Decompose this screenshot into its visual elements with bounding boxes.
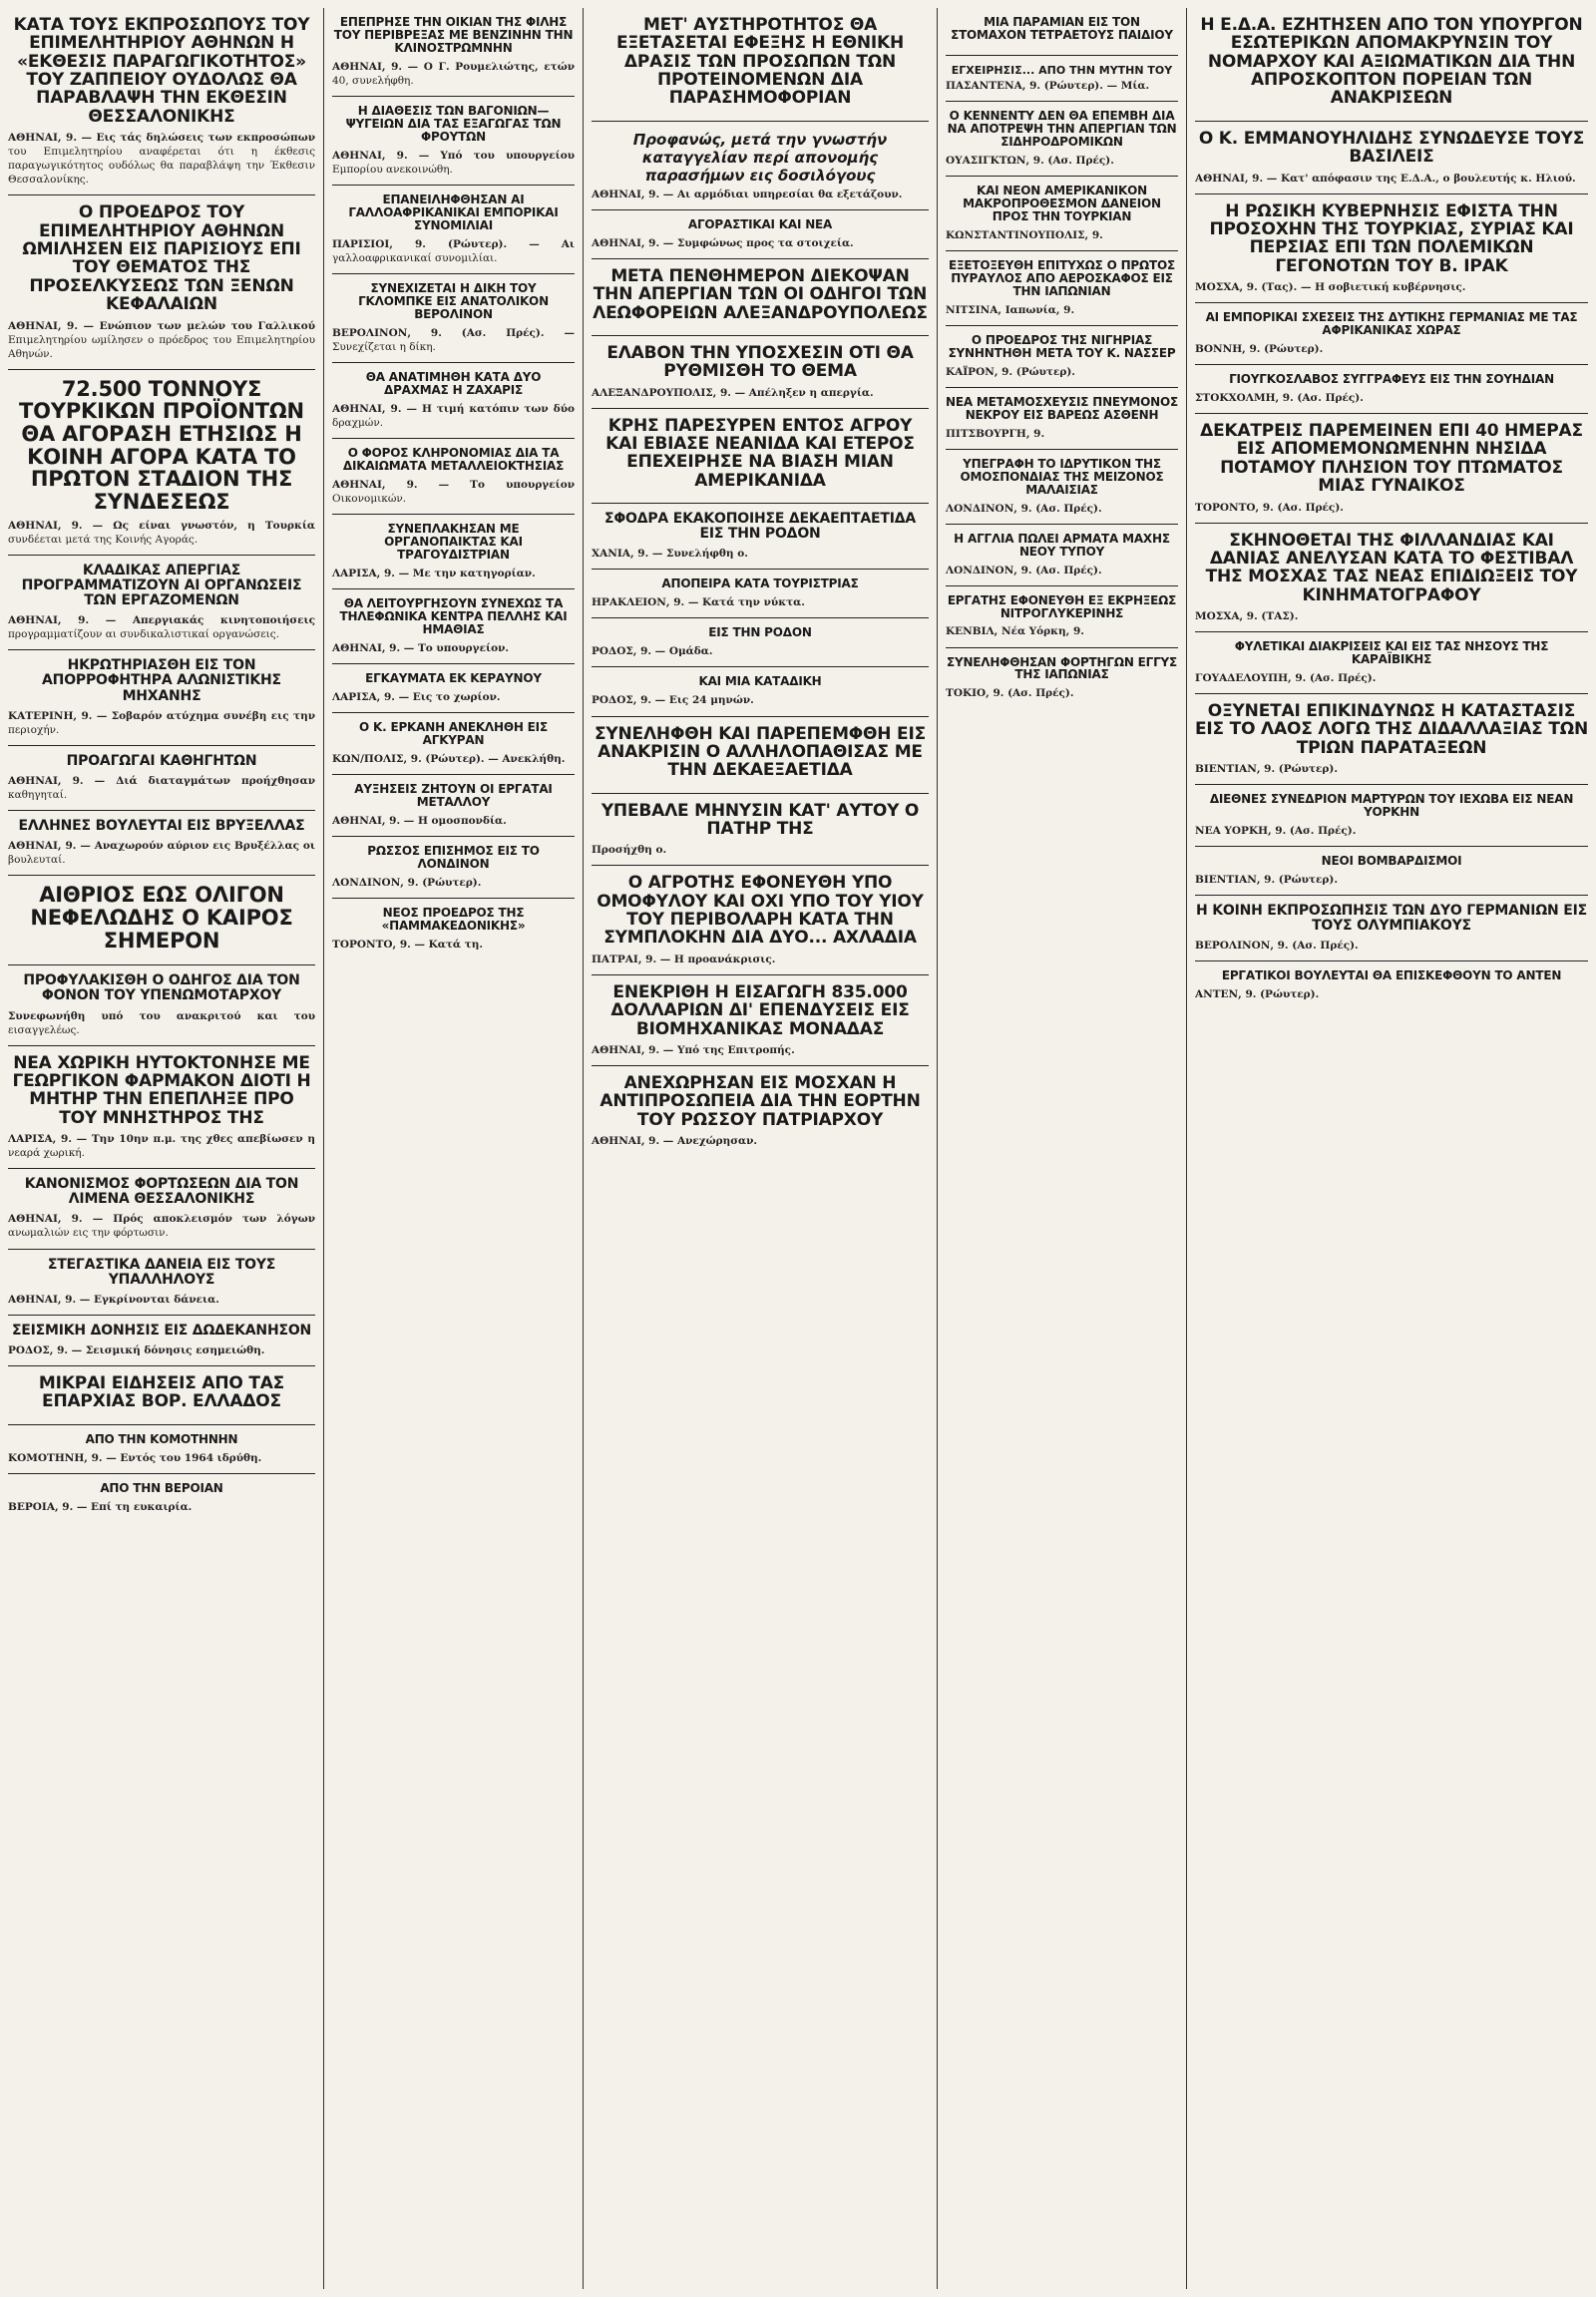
article	[592, 618, 929, 667]
article-body: ΑΘΗΝΑΙ, 9. — Η ομοσπονδία.	[332, 814, 507, 827]
article-body: Προσήχθη ο.	[592, 844, 667, 857]
article-headline: Η Ε.Δ.Α. ΕΖΗΤΗΣΕΝ ΑΠΟ ΤΟΝ ΥΠΟΥΡΓΟΝ ΕΣΩΤΕΡΙΚΩΝ ΑΠΟΜΑΚΡΥΝΣΙΝ ΤΟΥ ΝΟΜΑΡΧΟΥ ΚΑΙ ΑΞΙΩΜΑΤΙΚΩΝ ΔΙΑ ΤΗΝ ΑΠΡΟΣΚΟΠΤΟΝ ΠΟΡΕΙΑΝ ΤΩΝ ΑΝΑΚΡΙΣΕΩΝ	[1200, 15, 1583, 109]
article-body: ΑΘΗΝΑΙ, 9. — Αναχωρούν αύριον εις Βρυξέλλας οι βουλευταί.	[8, 840, 315, 867]
article-body: ΠΑΡΙΣΙΟΙ, 9. (Ρώυτερ). — Αι γαλλοαφρικανικαί συνομιλίαι.	[332, 237, 575, 264]
article-headline: ΝΕΟΣ ΠΡΟΕΔΡΟΣ ΤΗΣ «ΠΑΜΜΑΚΕΔΟΝΙΚΗΣ»	[381, 905, 526, 933]
article-body: ΡΟΔΟΣ, 9. — Σεισμική δόνησις εσημειώθη.	[8, 1343, 265, 1356]
article	[332, 664, 575, 713]
article-body: ΑΘΗΝΑΙ, 9. — Εγκρίνονται δάνεια.	[8, 1293, 219, 1306]
article-body: ΠΙΤΣΒΟΥΡΓΗ, 9.	[946, 427, 1045, 440]
article	[946, 8, 1178, 56]
article-headline: ΘΑ ΛΕΙΤΟΥΡΓΗΣΟΥΝ ΣΥΝΕΧΩΣ ΤΑ ΤΗΛΕΦΩΝΙΚΑ ΚΕΝΤΡΑ ΠΕΛΛΗΣ ΚΑΙ ΗΜΑΘΙΑΣ	[339, 595, 568, 636]
article-headline: Ο Κ. ΕΡΚΑΝΗ ΑΝΕΚΛΗΘΗ ΕΙΣ ΑΓΚΥΡΑΝ	[359, 719, 548, 747]
article	[1195, 8, 1588, 122]
article-body: ΑΘΗΝΑΙ, 9. — Απεργιακάς κινητοποιήσεις προγραμματίζουν αι συνδικαλιστικαί οργανώσεις.	[8, 614, 315, 641]
article	[1195, 961, 1588, 1009]
article-body: ΟΥΑΣΙΓΚΤΩΝ, 9. (Ασ. Πρές).	[946, 154, 1114, 167]
column-2	[324, 8, 584, 2289]
article-headline: ΑΠΟΠΕΙΡΑ ΚΑΤΑ ΤΟΥΡΙΣΤΡΙΑΣ	[661, 576, 859, 591]
article-body: ΚΟΜΟΤΗΝΗ, 9. — Εντός του 1964 ιδρύθη.	[8, 1451, 262, 1464]
article-headline: ΣΤΕΓΑΣΤΙΚΑ ΔΑΝΕΙΑ ΕΙΣ ΤΟΥΣ ΥΠΑΛΛΗΛΟΥΣ	[47, 1256, 276, 1288]
article	[8, 556, 315, 650]
article-body: ΒΙΕΝΤΙΑΝ, 9. (Ρώυτερ).	[1195, 763, 1338, 776]
article	[332, 363, 575, 439]
article-headline: ΕΠΕΠΡΗΣΕ ΤΗΝ ΟΙΚΙΑΝ ΤΗΣ ΦΙΛΗΣ ΤΟΥ ΠΕΡΙΒΡΕΞΑΣ ΜΕ ΒΕΝΖΙΝΗΝ ΤΗΝ ΚΛΙΝΟΣΤΡΩΜΝΗΝ	[333, 15, 574, 55]
article	[8, 1366, 315, 1425]
article-headline: ΑΝΕΧΩΡΗΣΑΝ ΕΙΣ ΜΟΣΧΑΝ Η ΑΝΤΙΠΡΟΣΩΠΕΙΑ ΔΙΑ ΤΗΝ ΕΟΡΤΗΝ ΤΟΥ ΡΩΣΣΟΥ ΠΑΤΡΙΑΡΧΟΥ	[599, 1073, 921, 1130]
article	[8, 1316, 315, 1366]
article	[332, 589, 575, 664]
article-body: ΛΟΝΔΙΝΟΝ, 9. (Ασ. Πρές).	[946, 564, 1102, 576]
article-headline: ΗΚΡΩΤΗΡΙΑΣΘΗ ΕΙΣ ΤΟΝ ΑΠΟΡΡΟΦΗΤΗΡΑ ΑΛΩΝΙΣΤΙΚΗΣ ΜΗΧΑΝΗΣ	[42, 657, 281, 704]
article-headline: ΓΙΟΥΓΚΟΣΛΑΒΟΣ ΣΥΓΓΡΑΦΕΥΣ ΕΙΣ ΤΗΝ ΣΟΥΗΔΙΑΝ	[1229, 372, 1554, 387]
article-body: ΛΑΡΙΣΑ, 9. — Την 10ην π.μ. της χθες απεβίωσεν η νεαρά χωρική.	[8, 1133, 315, 1160]
article-body: ΠΑΤΡΑΙ, 9. — Η προανάκρισις.	[592, 953, 776, 965]
article-headline: ΑΠΟ ΤΗΝ ΒΕΡΟΙΑΝ	[100, 1480, 223, 1495]
article	[1195, 847, 1588, 896]
article	[1195, 632, 1588, 694]
article-body: ΑΘΗΝΑΙ, 9. — Ανεχώρησαν.	[592, 1135, 758, 1148]
article	[332, 8, 575, 97]
article	[332, 899, 575, 959]
article-body: ΜΟΣΧΑ, 9. (Τας). — Η σοβιετική κυβέρνησις.	[1195, 281, 1466, 294]
article-body: ΒΕΡΟΙΑ, 9. — Επί τη ευκαιρία.	[8, 1500, 193, 1513]
article-headline: Ο ΠΡΟΕΔΡΟΣ ΤΗΣ ΝΙΓΗΡΙΑΣ ΣΥΝΗΝΤΗΘΗ ΜΕΤΑ ΤΟΥ Κ. ΝΑΣΣΕΡ	[948, 332, 1176, 360]
article-body: ΡΟΔΟΣ, 9. — Ομάδα.	[592, 645, 713, 658]
article-headline: ΣΕΙΣΜΙΚΗ ΔΟΝΗΣΙΣ ΕΙΣ ΔΩΔΕΚΑΝΗΣΟΝ	[11, 1322, 312, 1339]
article-headline: ΘΑ ΑΝΑΤΙΜΗΘΗ ΚΑΤΑ ΔΥΟ ΔΡΑΧΜΑΣ Η ΖΑΧΑΡΙΣ	[365, 369, 542, 397]
article-headline: ΑΓΟΡΑΣΤΙΚΑΙ ΚΑΙ ΝΕΑ	[687, 216, 833, 231]
article	[592, 667, 929, 716]
article	[8, 1046, 315, 1170]
article-headline: ΚΛΑΔΙΚΑΣ ΑΠΕΡΓΙΑΣ ΠΡΟΓΡΑΜΜΑΤΙΖΟΥΝ ΑΙ ΟΡΓΑΝΩΣΕΙΣ ΤΩΝ ΕΡΓΑΖΟΜΕΝΩΝ	[21, 562, 302, 609]
article-headline: ΡΩΣΣΟΣ ΕΠΙΣΗΜΟΣ ΕΙΣ ΤΟ ΛΟΝΔΙΝΟΝ	[367, 843, 540, 871]
article-body: ΑΘΗΝΑΙ, 9. — Συμφώνως προς τα στοιχεία.	[592, 236, 854, 249]
article-headline: ΣΥΝΕΛΗΦΘΗ ΚΑΙ ΠΑΡΕΠΕΜΦΘΗ ΕΙΣ ΑΝΑΚΡΙΣΙΝ Ο ΑΛΛΗΛΟΠΑΘΙΣΑΣ ΜΕ ΤΗΝ ΔΕΚΑΕΞΑΕΤΙΔΑ	[595, 723, 926, 781]
article-headline: ΣΥΝΕΛΗΦΘΗΣΑΝ ΦΟΡΤΗΓΩΝ ΕΓΓΥΣ ΤΗΣ ΙΑΠΩΝΙΑΣ	[946, 654, 1178, 682]
article-body: ΚΑΤΕΡΙΝΗ, 9. — Σοβαρόν ατύχημα συνέβη εις την περιοχήν.	[8, 709, 315, 736]
article-headline: Η ΑΓΓΛΙΑ ΠΩΛΕΙ ΑΡΜΑΤΑ ΜΑΧΗΣ ΝΕΟΥ ΤΥΠΟΥ	[954, 531, 1170, 559]
article-body: ΚΩΝ/ΠΟΛΙΣ, 9. (Ρώυτερ). — Ανεκλήθη.	[332, 752, 566, 765]
column-1	[0, 8, 324, 2289]
article	[946, 586, 1178, 648]
article-body: ΛΑΡΙΣΑ, 9. — Με την κατηγορίαν.	[332, 567, 536, 579]
article-headline: ΔΕΚΑΤΡΕΙΣ ΠΑΡΕΜΕΙΝΕΝ ΕΠΙ 40 ΗΜΕΡΑΣ ΕΙΣ ΑΠΟΜΕΜΟΝΩΜΕΝΗΝ ΝΗΣΙΔΑ ΠΟΤΑΜΟΥ ΠΛΗΣΙΟΝ ΤΟΥ ΠΤΩΜΑΤΟΣ ΜΙΑΣ ΓΥΝΑΙΚΟΣ	[1200, 421, 1583, 497]
article-headline: ΣΦΟΔΡΑ ΕΚΑΚΟΠΟΙΗΣΕ ΔΕΚΑΕΠΤΑΕΤΙΔΑ ΕΙΣ ΤΗΝ ΡΟΔΟΝ	[603, 511, 917, 543]
article	[592, 409, 929, 504]
article	[946, 525, 1178, 586]
article-body: ΑΘΗΝΑΙ, 9. — Διά διαταγμάτων προήχθησαν καθηγηταί.	[8, 774, 315, 801]
article-headline: Ο ΦΟΡΟΣ ΚΛΗΡΟΝΟΜΙΑΣ ΔΙΑ ΤΑ ΔΙΚΑΙΩΜΑΤΑ ΜΕΤΑΛΛΕΙΟΚΤΗΣΙΑΣ	[342, 445, 565, 473]
article-headline: ΕΞΕΤΟΞΕΥΘΗ ΕΠΙΤΥΧΩΣ Ο ΠΡΩΤΟΣ ΠΥΡΑΥΛΟΣ ΑΠΟ ΑΕΡΟΣΚΑΦΟΣ ΕΙΣ ΤΗΝ ΙΑΠΩΝΙΑΝ	[948, 257, 1176, 298]
article	[332, 713, 575, 775]
article	[8, 1425, 315, 1474]
article-body: ΑΘΗΝΑΙ, 9. — Πρός αποκλεισμόν των λόγων ανωμαλιών εις την φόρτωσιν.	[8, 1213, 315, 1240]
article-headline: Ο ΑΓΡΟΤΗΣ ΕΦΟΝΕΥΘΗ ΥΠΟ ΟΜΟΦΥΛΟΥ ΚΑΙ ΟΧΙ ΥΠΟ ΤΟΥ ΥΙΟΥ ΤΟΥ ΠΕΡΙΒΟΛΑΡΗ ΚΑΤΑ ΤΗΝ ΣΥΜΠΛΟΚΗΝ ΔΙΑ ΔΥΟ... ΑΧΛΑΔΙΑ	[597, 873, 924, 949]
article	[332, 97, 575, 186]
article	[592, 717, 929, 794]
article	[1195, 303, 1588, 365]
article-body: ΗΡΑΚΛΕΙΟΝ, 9. — Κατά την νύκτα.	[592, 596, 805, 609]
article	[1195, 194, 1588, 304]
article-body: ΡΟΔΟΣ, 9. — Εις 24 μηνών.	[592, 694, 754, 707]
article	[946, 648, 1178, 709]
article-body: ΑΛΕΞΑΝΔΡΟΥΠΟΛΙΣ, 9. — Απέληξεν η απεργία.	[592, 386, 874, 399]
article-headline: ΥΠΕΒΑΛΕ ΜΗΝΥΣΙΝ ΚΑΤ' ΑΥΤΟΥ Ο ΠΑΤΗΡ ΤΗΣ	[600, 800, 920, 839]
article-body: ΚΕΝΒΙΛ, Νέα Υόρκη, 9.	[946, 625, 1084, 638]
article-headline: ΚΡΗΣ ΠΑΡΕΣΥΡΕΝ ΕΝΤΟΣ ΑΓΡΟΥ ΚΑΙ ΕΒΙΑΣΕ ΝΕΑΝΙΔΑ ΚΑΙ ΕΤΕΡΟΣ ΕΠΕΧΕΙΡΗΣΕ ΝΑ ΒΙΑΣΗ ΜΙΑΝ ΑΜΕΡΙΚΑΝΙΔΑ	[605, 415, 915, 491]
article-body: ΠΑΣΑΝΤΕΝΑ, 9. (Ρώυτερ). — Μία.	[946, 79, 1150, 92]
article-body: ΚΩΝΣΤΑΝΤΙΝΟΥΠΟΛΙΣ, 9.	[946, 228, 1103, 241]
article-headline: ΜΙΚΡΑΙ ΕΙΔΗΣΕΙΣ ΑΠΟ ΤΑΣ ΕΠΑΡΧΙΑΣ ΒΟΡ. ΕΛΛΑΔΟΣ	[38, 1373, 285, 1412]
article	[946, 102, 1178, 177]
article-body: ΧΑΝΙΑ, 9. — Συνελήφθη ο.	[592, 548, 748, 561]
article-headline: ΣΥΝΕΧΙΖΕΤΑΙ Η ΔΙΚΗ ΤΟΥ ΓΚΛΟΜΠΚΕ ΕΙΣ ΑΝΑΤΟΛΙΚΟΝ ΒΕΡΟΛΙΝΟΝ	[358, 280, 549, 321]
article-headline: ΕΡΓΑΤΗΣ ΕΦΟΝΕΥΘΗ ΕΞ ΕΚΡΗΞΕΩΣ ΝΙΤΡΟΓΛΥΚΕΡΙΝΗΣ	[947, 592, 1177, 620]
article-headline: ΑΙΘΡΙΟΣ ΕΩΣ ΟΛΙΓΟΝ ΝΕΦΕΛΩΔΗΣ Ο ΚΑΙΡΟΣ ΣΗΜΕΡΟΝ	[30, 883, 293, 953]
article-headline: ΠΡΟΦΥΛΑΚΙΣΘΗ Ο ΟΔΗΓΟΣ ΔΙΑ ΤΟΝ ΦΟΝΟΝ ΤΟΥ ΥΠΕΝΩΜΟΤΑΡΧΟΥ	[23, 972, 300, 1004]
article-headline: ΕΛΛΗΝΕΣ ΒΟΥΛΕΥΤΑΙ ΕΙΣ ΒΡΥΞΕΛΛΑΣ	[18, 818, 305, 835]
article-body: ΣΤΟΚΧΟΛΜΗ, 9. (Ασ. Πρές).	[1195, 392, 1364, 404]
article	[332, 775, 575, 837]
article	[946, 326, 1178, 388]
article	[592, 570, 929, 618]
article-body: ΝΙΤΣΙΝΑ, Ιαπωνία, 9.	[946, 303, 1075, 316]
article-headline: ΕΙΣ ΤΗΝ ΡΟΔΟΝ	[708, 625, 812, 640]
article-headline: ΚΑΙ ΝΕΟΝ ΑΜΕΡΙΚΑΝΙΚΟΝ ΜΑΚΡΟΠΡΟΘΕΣΜΟΝ ΔΑΝΕΙΟΝ ΠΡΟΣ ΤΗΝ ΤΟΥΡΚΙΑΝ	[963, 183, 1161, 223]
article	[332, 439, 575, 515]
article-body: ΑΘΗΝΑΙ, 9. — Κατ' απόφασιν της Ε.Δ.Α., ο βουλευτής κ. Ηλιού.	[1195, 172, 1576, 185]
article	[8, 370, 315, 556]
article	[332, 837, 575, 899]
article	[592, 504, 929, 570]
article-body: ΒΕΡΟΛΙΝΟΝ, 9. (Ασ. Πρές).	[1195, 940, 1359, 953]
article-headline: ΥΠΕΓΡΑΦΗ ΤΟ ΙΔΡΥΤΙΚΟΝ ΤΗΣ ΟΜΟΣΠΟΝΔΙΑΣ ΤΗΣ ΜΕΙΖΟΝΟΣ ΜΑΛΑΙΣΙΑΣ	[960, 456, 1164, 497]
article	[8, 876, 315, 965]
article	[1195, 694, 1588, 785]
article	[1195, 896, 1588, 961]
article	[592, 259, 929, 336]
article-body: ΑΝΤΕΝ, 9. (Ρώυτερ).	[1195, 988, 1320, 1001]
article-body: ΝΕΑ ΥΟΡΚΗ, 9. (Ασ. Πρές).	[1195, 825, 1357, 838]
article	[946, 177, 1178, 251]
article-headline: ΜΕΤ' ΑΥΣΤΗΡΟΤΗΤΟΣ ΘΑ ΕΞΕΤΑΣΕΤΑΙ ΕΦΕΞΗΣ Η ΕΘΝΙΚΗ ΔΡΑΣΙΣ ΤΩΝ ΠΡΟΣΩΠΩΝ ΤΩΝ ΠΡΟΤΕΙΝΟΜΕΝΩΝ ΔΙΑ ΠΑΡΑΣΗΜΟΦΟΡΙΑΝ	[615, 15, 905, 109]
article	[946, 251, 1178, 326]
article-body: Συνεφωνήθη υπό του ανακριτού και του εισαγγελέως.	[8, 1009, 315, 1036]
article	[8, 650, 315, 745]
article-headline: ΣΥΝΕΠΛΑΚΗΣΑΝ ΜΕ ΟΡΓΑΝΟΠΑΙΚΤΑΣ ΚΑΙ ΤΡΑΓΟΥΔΙΣΤΡΙΑΝ	[384, 522, 523, 562]
article-headline: ΠΡΟΑΓΩΓΑΙ ΚΑΘΗΓΗΤΩΝ	[66, 752, 257, 769]
article	[1195, 122, 1588, 194]
article-headline: Ο ΠΡΟΕΔΡΟΣ ΤΟΥ ΕΠΙΜΕΛΗΤΗΡΙΟΥ ΑΘΗΝΩΝ ΩΜΙΛΗΣΕΝ ΕΙΣ ΠΑΡΙΣΙΟΥΣ ΕΠΙ ΤΟΥ ΘΕΜΑΤΟΣ ΤΗΣ ΠΡΟΣΕΛΚΥΣΕΩΣ ΤΩΝ ΞΕΝΩΝ ΚΕΦΑΛΑΙΩΝ	[22, 202, 301, 315]
article-body: ΑΘΗΝΑΙ, 9. — Εις τάς δηλώσεις των εκπροσώπων του Επιμελητηρίου αναφέρεται ότι η έκθεσις παραγωγικότητος ουδόλως θα παραβλάψη την Έκθεσιν Θεσσαλονίκης.	[8, 132, 315, 187]
article	[946, 388, 1178, 450]
article	[332, 186, 575, 274]
article	[592, 8, 929, 122]
article-headline: Προφανώς, μετά την γνωστήν καταγγελίαν περί απονομής παρασήμων εις δοσιλόγους	[632, 130, 888, 185]
article-headline: ΝΕΟΙ ΒΟΜΒΑΡΔΙΣΜΟΙ	[1321, 854, 1462, 869]
article-headline: ΚΑΝΟΝΙΣΜΟΣ ΦΟΡΤΩΣΕΩΝ ΔΙΑ ΤΟΝ ΛΙΜΕΝΑ ΘΕΣΣΑΛΟΝΙΚΗΣ	[24, 1176, 299, 1208]
article-headline: ΜΕΤΑ ΠΕΝΘΗΜΕΡΟΝ ΔΙΕΚΟΨΑΝ ΤΗΝ ΑΠΕΡΓΙΑΝ ΤΩΝ ΟΙ ΟΔΗΓΟΙ ΤΩΝ ΛΕΩΦΟΡΕΙΩΝ ΑΛΕΞΑΝΔΡΟΥΠΟΛΕΩΣ	[593, 265, 928, 323]
article-body: ΛΟΝΔΙΝΟΝ, 9. (Ρώυτερ).	[332, 876, 482, 889]
article	[8, 965, 315, 1045]
article-body: ΑΘΗΝΑΙ, 9. — Το υπουργείον Οικονομικών.	[332, 478, 575, 505]
article	[8, 1250, 315, 1316]
article-body: ΤΟΡΟΝΤΟ, 9. — Κατά τη.	[332, 938, 484, 951]
article	[592, 336, 929, 409]
article-headline: ΚΑΙ ΜΙΑ ΚΑΤΑΔΙΚΗ	[698, 674, 822, 689]
article-body: ΚΑΪΡΟΝ, 9. (Ρώυτερ).	[946, 365, 1075, 378]
article-body: ΑΘΗΝΑΙ, 9. — Ο Γ. Ρουμελιώτης, ετών 40, συνελήφθη.	[332, 60, 575, 87]
column-3	[584, 8, 938, 2289]
article-headline: Η ΔΙΑΘΕΣΙΣ ΤΩΝ ΒΑΓΟΝΙΩΝ—ΨΥΓΕΙΩΝ ΔΙΑ ΤΑΣ ΕΞΑΓΩΓΑΣ ΤΩΝ ΦΡΟΥΤΩΝ	[345, 103, 562, 144]
article-body: ΑΘΗΝΑΙ, 9. — Υπό της Επιτροπής.	[592, 1043, 795, 1056]
article	[592, 1066, 929, 1156]
article	[592, 122, 929, 210]
article-body: ΒΟΝΝΗ, 9. (Ρώυτερ).	[1195, 342, 1324, 355]
article-body: ΑΘΗΝΑΙ, 9. — Η τιμή κατόπιν των δύο δραχμών.	[332, 402, 575, 429]
article	[946, 56, 1178, 102]
article-headline: ΕΓΚΑΥΜΑΤΑ ΕΚ ΚΕΡΑΥΝΟΥ	[365, 670, 542, 685]
article	[592, 866, 929, 975]
article-headline: 72.500 ΤΟΝΝΟΥΣ ΤΟΥΡΚΙΚΩΝ ΠΡΟΪΟΝΤΩΝ ΘΑ ΑΓΟΡΑΣΗ ΕΤΗΣΙΩΣ Η ΚΟΙΝΗ ΑΓΟΡΑ ΚΑΤΑ ΤΟ ΠΡΩΤΟΝ ΣΤΑΔΙΟΝ ΤΗΣ ΣΥΝΔΕΣΕΩΣ	[19, 376, 304, 515]
article-headline: ΕΠΑΝΕΙΛΗΦΘΗΣΑΝ ΑΙ ΓΑΛΛΟΑΦΡΙΚΑΝΙΚΑΙ ΕΜΠΟΡΙΚΑΙ ΣΥΝΟΜΙΛΙΑΙ	[348, 191, 559, 232]
article	[1195, 365, 1588, 414]
article-headline: ΝΕΑ ΜΕΤΑΜΟΣΧΕΥΣΙΣ ΠΝΕΥΜΟΝΟΣ ΝΕΚΡΟΥ ΕΙΣ ΒΑΡΕΩΣ ΑΣΘΕΝΗ	[946, 394, 1178, 422]
article-body: ΓΟΥΑΔΕΛΟΥΠΗ, 9. (Ασ. Πρές).	[1195, 671, 1377, 684]
article	[1195, 524, 1588, 633]
article	[8, 8, 315, 195]
article-headline: Ο ΚΕΝΝΕΝΤΥ ΔΕΝ ΘΑ ΕΠΕΜΒΗ ΔΙΑ ΝΑ ΑΠΟΤΡΕΨΗ ΤΗΝ ΑΠΕΡΓΙΑΝ ΤΩΝ ΣΙΔΗΡΟΔΡΟΜΙΚΩΝ	[947, 108, 1177, 149]
article-body: ΤΟΡΟΝΤΟ, 9. (Ασ. Πρές).	[1195, 501, 1344, 514]
article-body: ΒΕΡΟΛΙΝΟΝ, 9. (Ασ. Πρές). — Συνεχίζεται η δίκη.	[332, 326, 575, 353]
article-headline: Ο Κ. ΕΜΜΑΝΟΥΗΛΙΔΗΣ ΣΥΝΩΔΕΥΣΕ ΤΟΥΣ ΒΑΣΙΛΕΙΣ	[1198, 128, 1585, 168]
article-headline: ΑΥΞΗΣΕΙΣ ΖΗΤΟΥΝ ΟΙ ΕΡΓΑΤΑΙ ΜΕΤΑΛΛΟΥ	[354, 781, 553, 809]
article-headline: Η ΡΩΣΙΚΗ ΚΥΒΕΡΝΗΣΙΣ ΕΦΙΣΤΑ ΤΗΝ ΠΡΟΣΟΧΗΝ ΤΗΣ ΤΟΥΡΚΙΑΣ, ΣΥΡΙΑΣ ΚΑΙ ΠΕΡΣΙΑΣ ΕΠΙ ΤΩΝ ΠΟΛΕΜΙΚΩΝ ΓΕΓΟΝΟΤΩΝ ΤΟΥ Β. ΙΡΑΚ	[1209, 200, 1574, 276]
article	[592, 210, 929, 259]
article	[8, 1169, 315, 1249]
article-headline: ΣΚΗΝΟΘΕΤΑΙ ΤΗΣ ΦΙΛΛΑΝΔΙΑΣ ΚΑΙ ΔΑΝΙΑΣ ΑΝΕΛΥΣΑΝ ΚΑΤΑ ΤΟ ΦΕΣΤΙΒΑΛ ΤΗΣ ΜΟΣΧΑΣ ΤΑΣ ΝΕΑΣ ΕΠΙΔΙΩΞΕΙΣ ΤΟΥ ΚΙΝΗΜΑΤΟΓΡΑΦΟΥ	[1205, 530, 1578, 605]
article	[1195, 785, 1588, 847]
article	[8, 746, 315, 811]
article	[1195, 414, 1588, 524]
article	[332, 274, 575, 363]
article-body: ΑΘΗΝΑΙ, 9. — Αι αρμόδιαι υπηρεσίαι θα εξετάζουν.	[592, 188, 903, 200]
article-headline: ΕΛΑΒΟΝ ΤΗΝ ΥΠΟΣΧΕΣΙΝ ΟΤΙ ΘΑ ΡΥΘΜΙΣΘΗ ΤΟ ΘΕΜΑ	[606, 342, 914, 382]
article-body: ΜΟΣΧΑ, 9. (ΤΑΣ).	[1195, 610, 1299, 622]
article-body: ΛΑΡΙΣΑ, 9. — Εις το χωρίον.	[332, 690, 501, 703]
article-headline: Η ΚΟΙΝΗ ΕΚΠΡΟΣΩΠΗΣΙΣ ΤΩΝ ΔΥΟ ΓΕΡΜΑΝΙΩΝ ΕΙΣ ΤΟΥΣ ΟΛΥΜΠΙΑΚΟΥΣ	[1196, 903, 1587, 935]
article	[8, 1474, 315, 1522]
article-headline: ΚΑΤΑ ΤΟΥΣ ΕΚΠΡΟΣΩΠΟΥΣ ΤΟΥ ΕΠΙΜΕΛΗΤΗΡΙΟΥ ΑΘΗΝΩΝ Η «ΕΚΘΕΣΙΣ ΠΑΡΑΓΩΓΙΚΟΤΗΤΟΣ» ΤΟΥ ΖΑΠΠΕΙΟΥ ΟΥΔΟΛΩΣ ΘΑ ΠΑΡΑΒΛΑΨΗ ΤΗΝ ΕΚΘΕΣΙΝ ΘΕΣΣΑΛΟΝΙΚΗΣ	[13, 15, 310, 127]
article-body: ΛΟΝΔΙΝΟΝ, 9. (Ασ. Πρές).	[946, 502, 1102, 515]
article	[8, 195, 315, 369]
article	[946, 450, 1178, 525]
article-body: ΒΙΕΝΤΙΑΝ, 9. (Ρώυτερ).	[1195, 874, 1338, 887]
article-body: ΑΘΗΝΑΙ, 9. — Ενώπιον των μελών του Γαλλικού Επιμελητηρίου ωμίλησεν ο πρόεδρος του Επιμελητηρίου Αθηνών.	[8, 319, 315, 360]
article-body: ΑΘΗΝΑΙ, 9. — Το υπουργείον.	[332, 641, 510, 654]
article-headline: ΑΙ ΕΜΠΟΡΙΚΑΙ ΣΧΕΣΕΙΣ ΤΗΣ ΔΥΤΙΚΗΣ ΓΕΡΜΑΝΙΑΣ ΜΕ ΤΑΣ ΑΦΡΙΚΑΝΙΚΑΣ ΧΩΡΑΣ	[1205, 310, 1578, 338]
article-headline: ΦΥΛΕΤΙΚΑΙ ΔΙΑΚΡΙΣΕΙΣ ΚΑΙ ΕΙΣ ΤΑΣ ΝΗΣΟΥΣ ΤΗΣ ΚΑΡΑΪΒΙΚΗΣ	[1234, 639, 1549, 667]
article-body: ΤΟΚΙΟ, 9. (Ασ. Πρές).	[946, 687, 1074, 700]
article-headline: ΜΙΑ ΠΑΡΑΜΙΑΝ ΕΙΣ ΤΟΝ ΣΤΟΜΑΧΟΝ ΤΕΤΡΑΕΤΟΥΣ ΠΑΙΔΙΟΥ	[951, 15, 1173, 42]
article-headline: ΕΡΓΑΤΙΚΟΙ ΒΟΥΛΕΥΤΑΙ ΘΑ ΕΠΙΣΚΕΦΘΟΥΝ ΤΟ ΑΝΤΕΝ	[1221, 968, 1562, 983]
article-body: ΑΘΗΝΑΙ, 9. — Ως είναι γνωστόν, η Τουρκία συνδέεται μετά της Κοινής Αγοράς.	[8, 519, 315, 546]
article-headline: ΕΝΕΚΡΙΘΗ Η ΕΙΣΑΓΩΓΗ 835.000 ΔΟΛΛΑΡΙΩΝ ΔΙ' ΕΠΕΝΔΥΣΕΙΣ ΕΙΣ ΒΙΟΜΗΧΑΝΙΚΑΣ ΜΟΝΑΔΑΣ	[610, 981, 910, 1039]
article-headline: ΟΞΥΝΕΤΑΙ ΕΠΙΚΙΝΔΥΝΩΣ Η ΚΑΤΑΣΤΑΣΙΣ ΕΙΣ ΤΟ ΛΑΟΣ ΛΟΓΩ ΤΗΣ ΔΙΔΑΛΛΑΞΙΑΣ ΤΩΝ ΤΡΙΩΝ ΠΑΡΑΤΑΞΕΩΝ	[1195, 701, 1588, 758]
column-4	[938, 8, 1187, 2289]
article-headline: ΔΙΕΘΝΕΣ ΣΥΝΕΔΡΙΟΝ ΜΑΡΤΥΡΩΝ ΤΟΥ ΙΕΧΩΒΑ ΕΙΣ ΝΕΑΝ ΥΟΡΚΗΝ	[1209, 792, 1574, 820]
article-headline: ΕΓΧΕΙΡΗΣΙΣ... ΑΠΟ ΤΗΝ ΜΥΤΗΝ ΤΟΥ	[951, 63, 1173, 77]
article-body: ΑΘΗΝΑΙ, 9. — Υπό του υπουργείου Εμπορίου ανεκοινώθη.	[332, 149, 575, 176]
article-headline: ΝΕΑ ΧΩΡΙΚΗ ΗΥΤΟΚΤΟΝΗΣΕ ΜΕ ΓΕΩΡΓΙΚΟΝ ΦΑΡΜΑΚΟΝ ΔΙΟΤΙ Η ΜΗΤΗΡ ΤΗΝ ΕΠΕΠΛΗΞΕ ΠΡΟ ΤΟΥ ΜΝΗΣΤΗΡΟΣ ΤΗΣ	[12, 1052, 311, 1128]
column-5	[1187, 8, 1596, 2289]
article	[592, 794, 929, 867]
article-headline: ΑΠΟ ΤΗΝ ΚΟΜΟΤΗΝΗΝ	[85, 1431, 238, 1446]
article	[332, 515, 575, 589]
article	[592, 975, 929, 1066]
article	[8, 811, 315, 876]
